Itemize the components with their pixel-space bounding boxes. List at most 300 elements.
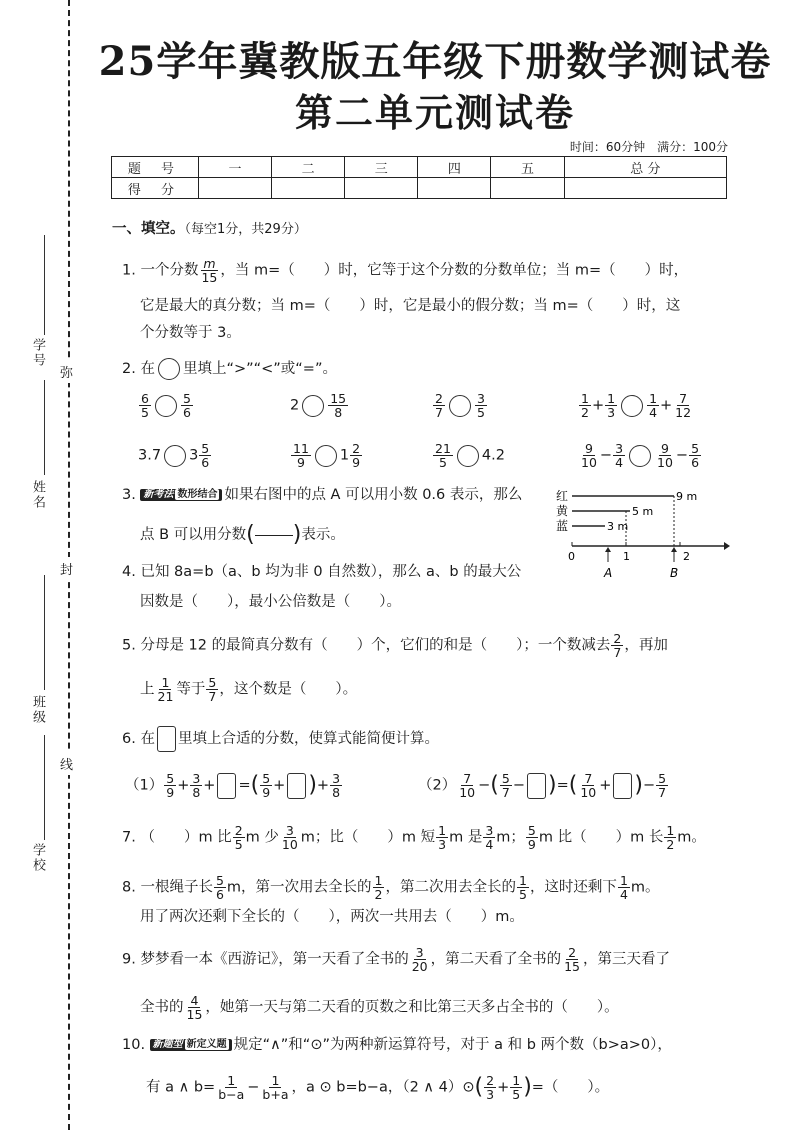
fraction-denominator: 7 <box>658 785 667 801</box>
question-text: m； <box>496 829 525 846</box>
fraction <box>433 392 445 419</box>
fraction <box>673 392 693 419</box>
q10-tag <box>150 1039 232 1051</box>
fraction-numerator: 9 <box>660 441 669 456</box>
fraction <box>579 392 591 419</box>
fraction-numerator: 5 <box>527 823 536 838</box>
column-1: 一 <box>199 157 272 178</box>
fraction-numerator: 15 <box>330 391 347 406</box>
section-1-note: （每空1分，共29分） <box>184 222 307 237</box>
fraction <box>280 824 300 851</box>
score-cell-1[interactable] <box>199 178 272 199</box>
fraction-numerator: 7 <box>584 771 593 786</box>
question-text: + <box>591 397 605 414</box>
score-cell-total[interactable] <box>564 178 726 199</box>
q4-line2: 因数是（ ），最小公倍数是（ ）。 <box>140 594 401 610</box>
section-1-heading <box>112 222 307 237</box>
q6-p2-box-2[interactable] <box>613 773 632 799</box>
fraction-numerator: 1 <box>374 873 383 888</box>
question-text: m 是 <box>449 829 483 846</box>
fraction-denominator: 3 <box>486 1087 495 1103</box>
q3-answer-fraction-blank[interactable] <box>256 525 292 546</box>
q3-point-b-label: B <box>670 566 679 580</box>
margin-label-student-id: 学号 <box>30 338 45 368</box>
fraction-numerator: 5 <box>215 873 224 888</box>
fraction <box>436 824 448 851</box>
bracket: ( <box>490 772 499 798</box>
question-text: （ ）m 比 <box>140 829 232 846</box>
fraction-numerator: 2 <box>352 441 361 456</box>
fraction <box>164 772 176 799</box>
q2-r1-c1 <box>138 392 194 419</box>
q4-text: 已知 8a=b（a、b 均为非 0 自然数），那么 a、b 的最大公 <box>140 564 522 580</box>
q9-line2 <box>140 994 619 1021</box>
fraction <box>206 676 218 703</box>
question-text: − <box>643 777 656 794</box>
q6-number: 6. <box>122 731 136 747</box>
fraction <box>185 994 205 1021</box>
question-text: ，第二天看了全书的 <box>430 951 562 968</box>
fraction-denominator: 3 <box>607 405 616 421</box>
fraction <box>578 772 598 799</box>
fraction <box>526 824 538 851</box>
fraction-denominator: 10 <box>581 455 597 471</box>
fraction-denominator: 6 <box>691 455 700 471</box>
fraction-denominator: 5 <box>438 455 447 471</box>
q2-r2-c4 <box>578 442 702 469</box>
exam-title: 25学年冀教版五年级下册数学测试卷 <box>98 38 772 85</box>
fraction-denominator: 2 <box>581 405 589 421</box>
q8-line2: 用了两次还剩下全长的（ ），两次一共用去（ ）m。 <box>140 909 524 925</box>
question-text: − <box>478 777 491 794</box>
q2-line1 <box>122 358 337 380</box>
bracket: ( <box>250 772 260 798</box>
question-text: 4.2 <box>481 447 505 464</box>
fraction-denominator: 6 <box>182 405 191 421</box>
fraction-numerator: 3 <box>332 771 341 786</box>
q9-line1 <box>122 946 670 973</box>
q10-number: 10. <box>122 1037 146 1053</box>
fraction <box>190 772 202 799</box>
fraction-denominator: 9 <box>296 455 305 471</box>
fraction-numerator: 3 <box>415 945 424 960</box>
question-text: 等于 <box>176 681 206 698</box>
q3-red-length: 9 m <box>676 490 698 503</box>
bracket: ( <box>568 772 578 798</box>
fraction-denominator: 7 <box>208 689 217 705</box>
fraction-denominator: 9 <box>352 455 361 471</box>
fraction <box>199 442 211 469</box>
fraction-denominator: 7 <box>501 785 510 801</box>
fraction-denominator: 20 <box>411 959 428 975</box>
fraction-numerator: 5 <box>691 441 700 456</box>
fraction <box>611 632 623 659</box>
question-text: 新考法 <box>143 489 174 500</box>
q3-point-a-label: A <box>604 566 613 580</box>
fraction-denominator: b+a <box>262 1087 289 1103</box>
q10-line2 <box>146 1074 609 1101</box>
fraction <box>216 1074 246 1101</box>
fraction <box>328 392 348 419</box>
question-text: − <box>247 1079 260 1096</box>
fraction-numerator: 1 <box>518 873 527 888</box>
q7-line1 <box>122 824 706 851</box>
fraction <box>214 874 226 901</box>
q3-tick-label-1: 1 <box>623 550 630 563</box>
q6-line1 <box>122 726 439 752</box>
fraction-denominator: 4 <box>615 455 624 471</box>
question-text: 数形结合 <box>177 489 218 500</box>
fraction <box>457 772 477 799</box>
question-text: m 少 <box>245 829 279 846</box>
name-blank <box>44 380 45 475</box>
q3-axis-arrow <box>724 542 730 550</box>
fraction-denominator: 8 <box>334 405 343 421</box>
q4-number: 4. <box>122 564 136 580</box>
time-score-info: 时间：60分钟 满分：100分 <box>569 140 728 154</box>
question-text: m；比（ ）m 短 <box>300 829 436 846</box>
question-text: ，她第一天与第二天看的页数之和比第三天多占全书的（ ）。 <box>205 999 619 1016</box>
question-text: 1 <box>339 447 350 464</box>
q3-yellow-length: 5 m <box>632 505 654 518</box>
fraction-denominator: 10 <box>657 455 673 471</box>
question-text: 3 <box>189 447 199 464</box>
q9-number: 9. <box>122 951 136 968</box>
q4-line1 <box>122 565 521 580</box>
q1-text-a: 一个分数 <box>140 262 199 279</box>
q2-r2-c2-answer-circle[interactable] <box>315 445 337 467</box>
q3-tick-label-2: 2 <box>683 550 690 563</box>
fraction-denominator: 7 <box>613 645 622 661</box>
column-total: 总 分 <box>564 157 726 178</box>
question-text: − <box>599 447 613 464</box>
fraction-numerator: 2 <box>568 945 577 960</box>
q2-r1-c4 <box>578 392 694 419</box>
fraction <box>260 772 272 799</box>
question-text: 里填上合适的分数，使算式能简便计算。 <box>177 731 439 747</box>
q2-r2-c1-answer-circle[interactable] <box>164 445 186 467</box>
fraction <box>664 824 676 851</box>
bracket: ) <box>308 772 317 798</box>
fraction-numerator: 9 <box>584 441 593 456</box>
question-text: 表示。 <box>301 527 345 543</box>
fraction <box>350 442 362 469</box>
q8-number: 8. <box>122 879 136 896</box>
fraction-numerator: 1 <box>581 391 589 406</box>
fraction-numerator: 1 <box>649 391 658 406</box>
seal-char-feng: 封 <box>60 557 73 580</box>
question-text: − <box>675 447 689 464</box>
fraction-denominator: 12 <box>675 405 692 421</box>
q2-r2-c2 <box>290 442 363 469</box>
question-text: + <box>203 777 216 794</box>
question-text: + <box>316 777 330 794</box>
q2-r1-c2-answer-circle[interactable] <box>302 395 324 417</box>
bracket: ) <box>634 772 643 798</box>
question-text: 上 <box>140 681 155 698</box>
margin-label-school: 学校 <box>30 843 45 873</box>
fraction <box>233 824 245 851</box>
q2-r1-c2 <box>290 392 349 419</box>
bracket: ) <box>523 1074 532 1100</box>
school-blank <box>44 735 45 840</box>
fraction <box>484 1074 496 1101</box>
question-text: （1） <box>125 777 164 794</box>
q1-line1 <box>122 257 688 284</box>
q1-line3: 个分数等于 3。 <box>140 325 241 341</box>
fraction-numerator: 5 <box>166 771 175 786</box>
question-number-label: 题 号 <box>112 157 199 178</box>
fraction-numerator: 5 <box>501 771 510 786</box>
fraction <box>156 676 176 703</box>
fraction <box>618 874 630 901</box>
seal-char-mi: 弥 <box>60 360 73 383</box>
fraction-denominator: 5 <box>518 887 527 903</box>
q2-r2-c4-answer-circle[interactable] <box>629 445 651 467</box>
fraction <box>139 392 151 419</box>
fraction-numerator: 11 <box>293 441 309 456</box>
q6-p1-box-1[interactable] <box>217 773 236 799</box>
fraction-denominator: b−a <box>218 1087 245 1103</box>
question-text: ，第二次用去全长的 <box>385 879 516 896</box>
fraction-numerator: 6 <box>141 391 149 406</box>
fraction-numerator: 1 <box>512 1073 521 1088</box>
fraction-denominator: 10 <box>580 785 597 801</box>
fraction <box>689 442 701 469</box>
section-1-title: 一、填空。 <box>112 221 185 237</box>
q3-line2 <box>140 524 345 546</box>
fraction-denominator: 2 <box>374 887 383 903</box>
question-text: ，这时还剩下 <box>529 879 617 896</box>
q10-line1 <box>122 1038 672 1053</box>
seal-char-xian: 线 <box>60 752 73 775</box>
q2-r2-c3 <box>432 442 505 469</box>
score-cell-5[interactable] <box>491 178 564 199</box>
question-text: 全书的 <box>140 999 184 1016</box>
fraction-numerator: 1 <box>227 1073 236 1088</box>
fraction-denominator: 21 <box>157 689 174 705</box>
fraction-numerator: 1 <box>161 675 170 690</box>
q2-r1-c1-answer-circle[interactable] <box>155 395 177 417</box>
q2-circle-sample <box>158 358 180 380</box>
question-text: + <box>177 777 190 794</box>
question-text: ，这个数是（ ）。 <box>219 681 358 698</box>
fraction-numerator: 3 <box>615 441 624 456</box>
fraction-numerator: 7 <box>679 391 688 406</box>
fraction-denominator: 4 <box>619 887 628 903</box>
question-text: ，再加 <box>624 637 668 654</box>
question-text: ，第三天看了 <box>583 951 671 968</box>
fraction-denominator <box>272 536 276 546</box>
fraction <box>291 442 311 469</box>
question-text: ，a ⊙ b=b−a，（2 ∧ 4）⊙ <box>291 1079 475 1096</box>
q3-tag <box>140 489 222 501</box>
fraction-numerator: 1 <box>666 823 675 838</box>
bracket: ( <box>474 1074 484 1100</box>
question-text: 一根绳子长 <box>140 879 213 896</box>
q1-text-b: ，当 m=（ ）时，它等于这个分数的分数单位；当 m=（ ）时， <box>220 262 689 279</box>
question-text: m。 <box>677 829 706 846</box>
fraction-denominator: 15 <box>201 270 218 286</box>
student-id-blank <box>44 235 45 335</box>
fraction <box>260 1074 290 1101</box>
fraction-denominator: 5 <box>141 405 149 421</box>
q6-part1 <box>125 772 343 799</box>
question-text: 梦梦看一本《西游记》，第一天看了全书的 <box>140 951 409 968</box>
fraction-denominator: 5 <box>512 1087 521 1103</box>
q2-text-b: 里填上“>”“<”或“=”。 <box>182 361 337 377</box>
fraction-numerator: 3 <box>476 391 485 406</box>
q5-line2 <box>140 676 357 703</box>
q2-text-a: 在 <box>140 361 155 377</box>
fraction-denominator: 8 <box>332 785 341 801</box>
fraction-numerator: 5 <box>201 441 210 456</box>
score-cell-2[interactable] <box>272 178 345 199</box>
fraction <box>433 442 453 469</box>
q3-label-blue: 蓝 <box>556 519 569 533</box>
fraction-denominator: 5 <box>234 837 243 853</box>
q3-tick-label-0: 0 <box>568 550 575 563</box>
column-5: 五 <box>491 157 564 178</box>
q6-p1-box-2[interactable] <box>287 773 306 799</box>
question-text: + <box>599 777 612 794</box>
q3-label-red: 红 <box>556 489 569 503</box>
fraction-numerator: 5 <box>658 771 667 786</box>
question-text: = <box>556 777 569 794</box>
question-text: 有 a ∧ b= <box>146 1079 216 1096</box>
question-text: m 比（ ）m 长 <box>538 829 664 846</box>
fraction-numerator: 1 <box>607 391 616 406</box>
fraction-denominator: 9 <box>527 837 536 853</box>
column-3: 三 <box>345 157 418 178</box>
fraction-numerator: 4 <box>190 993 199 1008</box>
fraction-denominator: 7 <box>435 405 443 421</box>
q3-number-line-diagram <box>552 484 732 584</box>
fraction-numerator: 3 <box>192 771 201 786</box>
q7-number: 7. <box>122 829 136 846</box>
bracket: ) <box>292 522 302 547</box>
q6-box-sample <box>157 726 176 752</box>
score-cell-4[interactable] <box>418 178 491 199</box>
fraction <box>579 442 599 469</box>
question-text: （2） <box>418 777 457 794</box>
margin-label-name: 姓名 <box>30 480 45 510</box>
q2-r2-c3-answer-circle[interactable] <box>457 445 479 467</box>
question-text: 3.7 <box>138 447 162 464</box>
fraction-denominator: 4 <box>649 405 658 421</box>
fraction-numerator: 2 <box>486 1073 495 1088</box>
fraction-numerator: 2 <box>435 391 443 406</box>
fraction-denominator: 3 <box>438 837 447 853</box>
question-text: m。 <box>630 879 660 896</box>
q2-r1-c3 <box>432 392 488 419</box>
fraction-denominator: 6 <box>215 887 224 903</box>
q8-line1 <box>122 874 660 901</box>
class-blank <box>44 575 45 690</box>
q6-p2-box-1[interactable] <box>527 773 546 799</box>
fraction-denominator: 6 <box>201 455 210 471</box>
column-4: 四 <box>418 157 491 178</box>
question-text: + <box>497 1079 510 1096</box>
fraction-denominator: 15 <box>186 1007 203 1023</box>
question-text: 分母是 12 的最简真分数有（ ）个，它们的和是（ ）；一个数减去 <box>140 637 611 654</box>
fraction-denominator: 9 <box>262 785 271 801</box>
q1-number: 1. <box>122 262 136 279</box>
q2-r1-c4-answer-circle[interactable] <box>621 395 643 417</box>
question-text: = <box>238 777 251 794</box>
fraction-numerator: m <box>203 256 216 271</box>
fraction <box>373 874 385 901</box>
fraction-numerator: 3 <box>485 823 494 838</box>
fraction-numerator: 1 <box>619 873 628 888</box>
question-text: 点 B 可以用分数 <box>140 527 247 543</box>
fraction <box>655 442 675 469</box>
q1-fraction <box>199 257 219 284</box>
q5-line1 <box>122 632 668 659</box>
q3-number: 3. <box>122 487 136 503</box>
question-text: + <box>273 777 286 794</box>
fraction-numerator: 21 <box>435 441 451 456</box>
fraction-denominator: 8 <box>192 785 201 801</box>
fraction-denominator: 2 <box>666 837 675 853</box>
q2-number: 2. <box>122 361 136 377</box>
fraction-numerator: 1 <box>271 1073 280 1088</box>
fraction <box>181 392 193 419</box>
q1-line2: 它是最大的真分数；当 m=（ ）时，它是最小的假分数；当 m=（ ）时，这 <box>140 298 681 314</box>
fraction-denominator: 10 <box>459 785 476 801</box>
fraction-numerator: 5 <box>182 391 191 406</box>
fraction <box>330 772 342 799</box>
question-text: m，第一次用去全长的 <box>226 879 372 896</box>
fraction-denominator: 5 <box>476 405 485 421</box>
question-text: − <box>512 777 525 794</box>
score-label: 得 分 <box>112 178 199 199</box>
fraction <box>475 392 487 419</box>
fraction-denominator: 4 <box>485 837 494 853</box>
question-text: =（ ）。 <box>531 1079 610 1096</box>
question-text: 新定义题 <box>186 1039 227 1050</box>
fraction-denominator: 9 <box>166 785 175 801</box>
fraction <box>517 874 529 901</box>
fraction <box>410 946 430 973</box>
margin-label-class: 班级 <box>30 695 45 725</box>
score-table <box>111 156 727 199</box>
fraction-numerator: 5 <box>262 771 271 786</box>
score-table-header-row <box>112 157 727 178</box>
question-text: + <box>660 397 673 414</box>
fraction <box>562 946 582 973</box>
question-text: 新题型 <box>152 1039 183 1050</box>
q3-label-yellow: 黄 <box>556 504 569 518</box>
question-text: 2 <box>290 397 300 414</box>
q3-blue-length: 3 m <box>607 520 629 533</box>
fraction-denominator: 15 <box>564 959 581 975</box>
q2-r2-c1 <box>138 442 212 469</box>
exam-subtitle: 第二单元测试卷 <box>294 90 575 135</box>
column-2: 二 <box>272 157 345 178</box>
bracket: ) <box>548 772 557 798</box>
q2-r1-c3-answer-circle[interactable] <box>449 395 471 417</box>
fraction-numerator: 3 <box>285 823 294 838</box>
fraction <box>510 1074 522 1101</box>
fraction-numerator: 1 <box>438 823 447 838</box>
score-cell-3[interactable] <box>345 178 418 199</box>
q5-number: 5. <box>122 637 136 654</box>
fraction <box>605 392 617 419</box>
fraction <box>656 772 668 799</box>
fraction-numerator: 2 <box>234 823 243 838</box>
fraction-denominator: 10 <box>281 837 298 853</box>
